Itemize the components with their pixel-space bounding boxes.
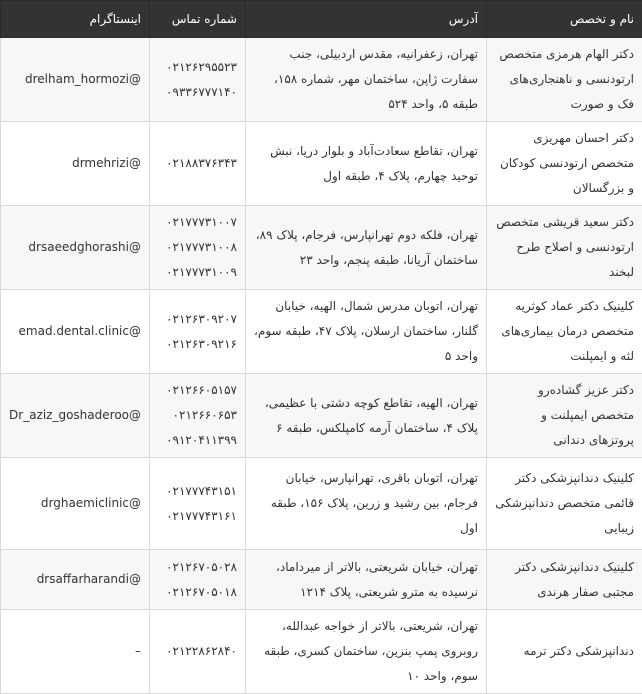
phone-number: ۰۲۱۷۷۷۴۳۱۶۱: [158, 504, 237, 529]
cell-phones: [150, 610, 246, 694]
phone-number: ۰۲۱۷۷۷۴۳۱۵۱: [158, 479, 237, 504]
phone-number: ۰۲۱۲۲۸۶۲۸۴۰: [158, 639, 237, 664]
table-header: [1, 1, 642, 38]
cell-name: دکتر احسان مهریزی متخصص ارتودنسی کودکان و بزرگسالان: [487, 122, 642, 206]
table-row: [1, 374, 642, 458]
cell-phones: [150, 374, 246, 458]
phone-number: ۰۲۱۲۶۶۰۶۵۳: [158, 403, 237, 428]
phone-number: ۰۲۱۲۶۳۰۹۲۰۷: [158, 307, 237, 332]
header-instagram: اینستاگرام: [1, 1, 150, 38]
cell-instagram: drghaemiclinic@: [1, 458, 150, 550]
phone-number: ۰۲۱۲۶۷۰۵۰۱۸: [158, 580, 237, 605]
header-name: نام و تخصص: [487, 1, 642, 38]
cell-name: دکتر سعید قریشی متخصص ارتودنسی و اصلاح طرح لبخند: [487, 206, 642, 290]
cell-instagram: Dr_aziz_goshaderoo@: [1, 374, 150, 458]
cell-phones: [150, 206, 246, 290]
table-row: [1, 206, 642, 290]
cell-instagram: –: [1, 610, 150, 694]
table-row: [1, 290, 642, 374]
phone-number: ۰۲۱۲۶۷۰۵۰۲۸: [158, 555, 237, 580]
phone-number: ۰۲۱۲۶۶۰۵۱۵۷: [158, 378, 237, 403]
header-row: [1, 1, 642, 38]
cell-phones: [150, 38, 246, 122]
cell-address: تهران، خیابان شریعتی، بالاتر از میرداماد، نرسیده به مترو شریعتی، پلاک ۱۲۱۴: [246, 550, 487, 610]
cell-instagram: drmehrizi@: [1, 122, 150, 206]
phone-number: ۰۲۱۲۶۲۹۵۵۲۳: [158, 55, 237, 80]
table-row: [1, 550, 642, 610]
table-row: [1, 122, 642, 206]
cell-address: تهران، تقاطع سعادت‌آباد و بلوار دریا، نبش توحید چهارم، پلاک ۴، طبقه اول: [246, 122, 487, 206]
phone-number: ۰۲۱۷۷۷۳۱۰۰۸: [158, 235, 237, 260]
cell-name: کلینیک دندانپزشکی دکتر مجتبی صفار هرندی: [487, 550, 642, 610]
cell-address: تهران، زعفرانیه، مقدس اردبیلی، جنب سفارت ژاپن، ساختمان مهر، شماره ۱۵۸، طبقه ۵، واحد ۵۲۴: [246, 38, 487, 122]
phone-number: ۰۲۱۷۷۷۳۱۰۰۷: [158, 210, 237, 235]
table-body: [1, 38, 642, 694]
table-row: [1, 610, 642, 694]
cell-address: تهران، اتوبان مدرس شمال، الهیه، خیابان گلنار، ساختمان ارسلان، پلاک ۴۷، طبقه سوم، واحد ۵: [246, 290, 487, 374]
cell-name: کلینیک دکتر عماد کوثریه متخصص درمان بیماری‌های لثه و ایمپلنت: [487, 290, 642, 374]
table-row: [1, 38, 642, 122]
cell-name: دکتر عزیز گشاده‌رو متخصص ایمپلنت و پروتزهای دندانی: [487, 374, 642, 458]
cell-phones: [150, 550, 246, 610]
cell-address: تهران، فلکه دوم تهرانپارس، فرجام، پلاک ۸۹، ساختمان آریانا، طبقه پنجم، واحد ۲۳: [246, 206, 487, 290]
cell-instagram: drsaffarharandi@: [1, 550, 150, 610]
phone-number: ۰۲۱۲۶۳۰۹۲۱۶: [158, 332, 237, 357]
cell-instagram: emad.dental.clinic@: [1, 290, 150, 374]
phone-number: ۰۲۱۷۷۷۳۱۰۰۹: [158, 260, 237, 285]
cell-address: تهران، شریعتی، بالاتر از خواجه عبدالله، روبروی پمپ بنزین، ساختمان کسری، طبقه سوم، واحد ۱۰: [246, 610, 487, 694]
cell-phones: [150, 290, 246, 374]
cell-phones: [150, 122, 246, 206]
header-phone: شماره تماس: [150, 1, 246, 38]
phone-number: ۰۹۱۲۰۴۱۱۳۹۹: [158, 428, 237, 453]
cell-address: تهران، الهیه، تقاطع کوچه دشتی با عظیمی، پلاک ۴، ساختمان آرمه کامپلکس، طبقه ۶: [246, 374, 487, 458]
cell-instagram: drelham_hormozi@: [1, 38, 150, 122]
cell-address: تهران، اتوبان باقری، تهرانپارس، خیابان فرجام، بین رشید و زرین، پلاک ۱۵۶، طبقه اول: [246, 458, 487, 550]
cell-instagram: drsaeedghorashi@: [1, 206, 150, 290]
cell-name: دکتر الهام هرمزی متخصص ارتودنسی و ناهنجاری‌های فک و صورت: [487, 38, 642, 122]
table-row: [1, 458, 642, 550]
phone-number: ۰۹۳۳۶۷۷۷۱۴۰: [158, 80, 237, 105]
phone-number: ۰۲۱۸۸۳۷۶۳۴۳: [158, 151, 237, 176]
header-address: آدرس: [246, 1, 487, 38]
cell-name: کلینیک دندانپزشکی دکتر قائمی متخصص دندانپزشکی زیبایی: [487, 458, 642, 550]
cell-name: دندانپزشکی دکتر ترمه: [487, 610, 642, 694]
cell-phones: [150, 458, 246, 550]
